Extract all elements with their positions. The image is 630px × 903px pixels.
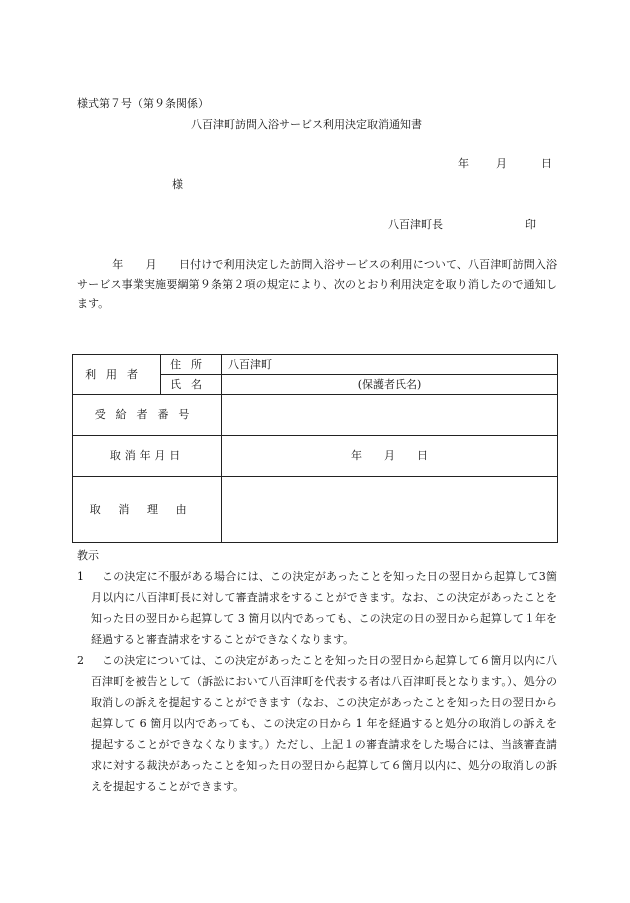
recipient-number-label: 受給者番号	[94, 408, 200, 421]
date-day: 日	[541, 157, 552, 170]
addressee-suffix: 様	[172, 178, 183, 191]
issuer-seal: 印	[525, 218, 536, 231]
address-label: 住所	[170, 357, 212, 371]
cancel-reason-label: 取消理由	[89, 502, 205, 516]
notice-heading: 教示	[77, 549, 99, 562]
notice-item	[77, 566, 557, 650]
guardian-note: (保護者氏名)	[357, 377, 422, 391]
cancel-date-value: 年 月 日	[351, 449, 428, 462]
address-label-cell	[161, 355, 222, 375]
body-text: 年 月 日付けで利用決定した訪問入浴サービスの利用について、八百津町訪問入浴サービス事業実施要綱第９条第２項の規定により、次のとおり利用決定を取り消したので通知します。	[77, 258, 557, 310]
address-value: 八百津町	[228, 357, 272, 371]
notice-item-text: この決定に不服がある場合には、この決定があったことを知った日の翌日から起算して3箇月以内に八百津町長に対して審査請求をすることができます。なお、この決定があったことを知った日の翌日から起算して 3 箇月以内であっても、この決定の日の翌日から起算して１年を経過すると審査請求をすることができなくなります。	[91, 570, 557, 646]
user-info-table	[72, 354, 558, 543]
user-label-cell	[73, 355, 161, 395]
date-month: 月	[496, 157, 507, 170]
recipient-number-label-cell	[73, 395, 222, 436]
cancel-reason-value-cell[interactable]	[222, 477, 558, 543]
address-value-cell[interactable]	[222, 355, 558, 375]
notice-section	[77, 546, 557, 797]
document-title: 八百津町訪問入浴サービス利用決定取消通知書	[191, 118, 422, 131]
notice-item	[77, 650, 557, 797]
date-year: 年	[458, 157, 469, 170]
notice-item-number: 2	[77, 654, 84, 667]
cancel-date-label-cell	[73, 436, 222, 477]
name-label-cell	[161, 375, 222, 395]
name-label: 氏名	[170, 377, 212, 391]
cancel-date-label: 取消年月日	[109, 449, 185, 462]
user-label: 利用者	[85, 367, 148, 381]
cancel-reason-label-cell	[73, 477, 222, 543]
form-number: 様式第７号（第９条関係）	[77, 97, 209, 110]
issuer-name: 八百津町長	[388, 218, 443, 231]
cancel-date-value-cell[interactable]	[222, 436, 558, 477]
name-value-cell[interactable]	[222, 375, 558, 395]
notice-item-text: この決定については、この決定があったことを知った日の翌日から起算して６箇月以内に八百津町を被告として（訴訟において八百津町を代表する者は八百津町長となります。）、処分の取消しの訴えを提起することができます（なお、この決定があったことを知った日の翌日から起算して 6 箇月以内であっても、この決定の日から 1 年を経過すると処分の取消しの訴えを提起することができなくなります。）ただし、上記１の審査請求をした場合には、当該審査請求に対する裁決があったことを知った日の翌日から起算して６箇月以内に、処分の取消しの訴えを提起することができます。	[91, 654, 557, 793]
notice-item-number: 1	[77, 570, 84, 583]
recipient-number-value-cell[interactable]	[222, 395, 558, 436]
